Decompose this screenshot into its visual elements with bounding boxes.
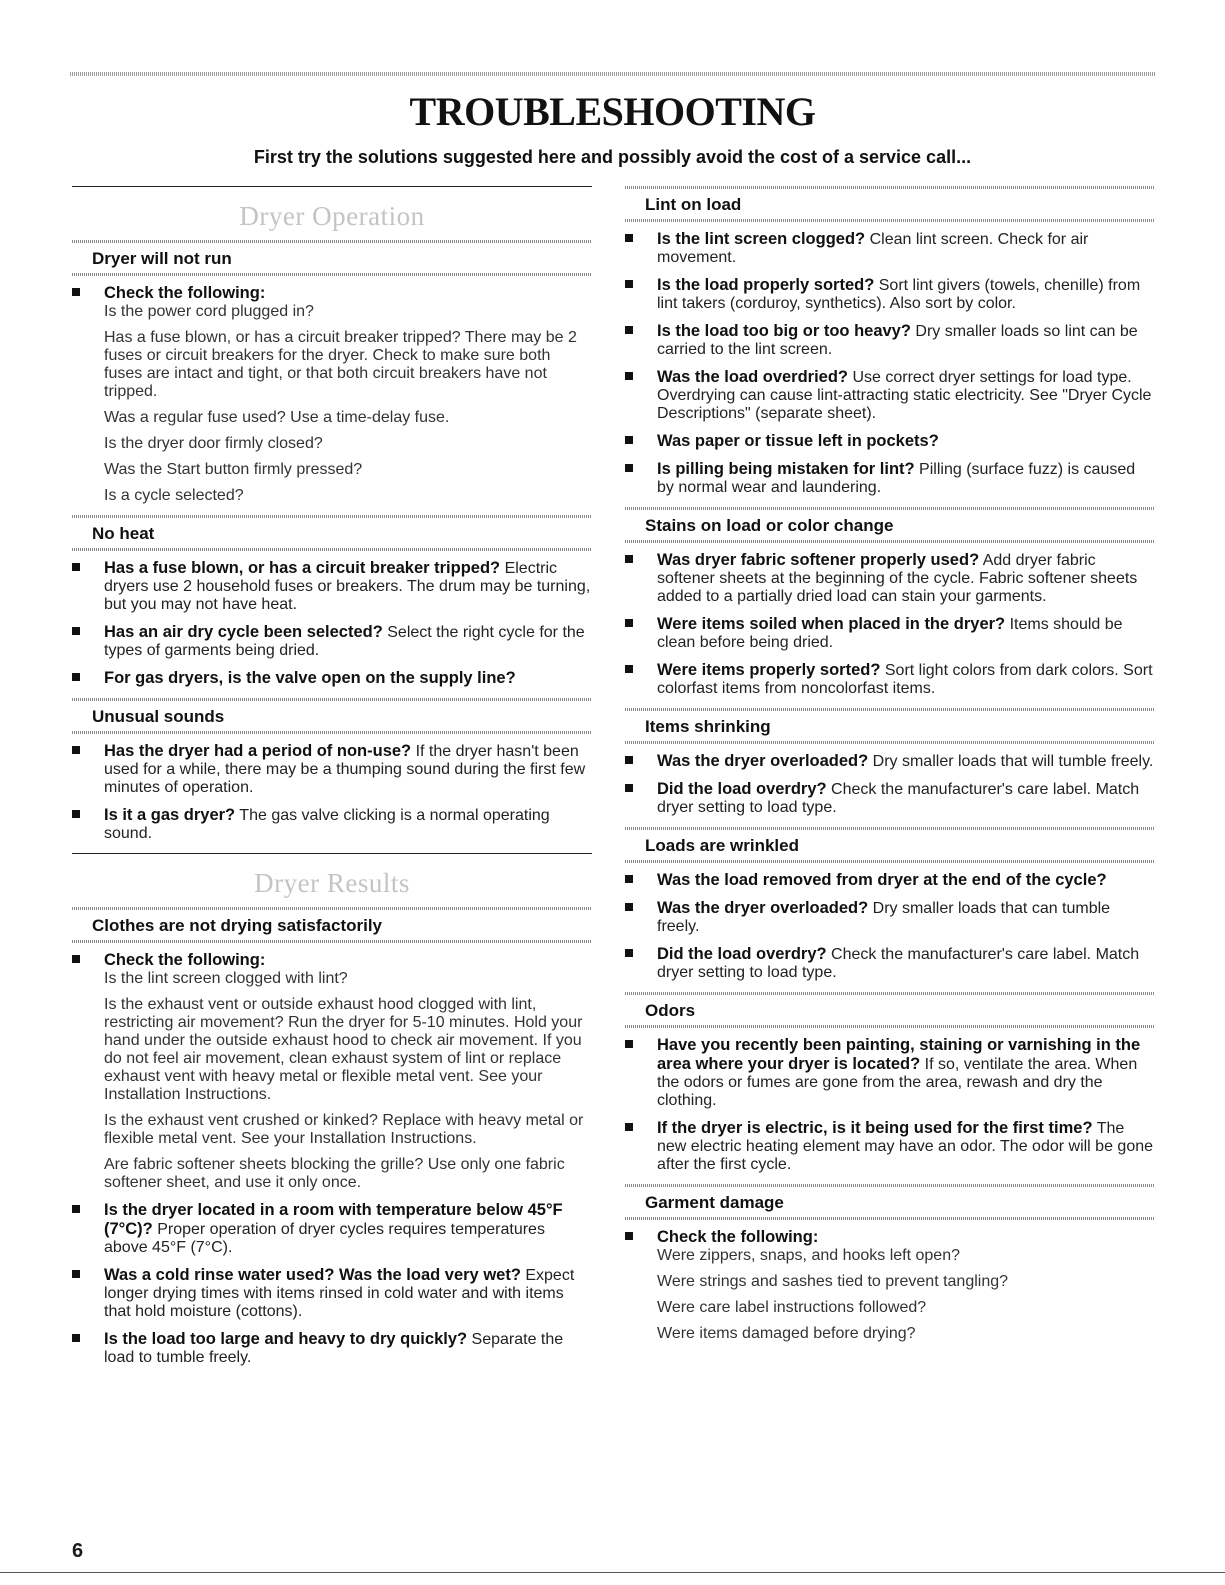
bullet-icon — [72, 288, 80, 296]
solution-text: Dry smaller loads that will tumble freely. — [868, 753, 1154, 770]
solution-list — [72, 951, 592, 1367]
solution-question: Was the dryer overloaded? — [657, 752, 869, 770]
troubleshoot-group — [625, 708, 1155, 817]
section-heading: Dryer Results — [254, 868, 410, 898]
solution-item — [72, 284, 592, 505]
solution-question: If the dryer is electric, is it being used for the first time? — [657, 1119, 1093, 1137]
bullet-icon — [625, 1232, 633, 1240]
solution-item — [625, 551, 1155, 606]
bullet-icon — [72, 1334, 80, 1342]
solution-text: Check the manufacturer's care label. Match dryer setting to load type. — [657, 946, 1140, 981]
bullet-icon — [625, 280, 633, 288]
dotted-rule — [625, 741, 1155, 744]
solution-item — [72, 1330, 592, 1367]
dotted-rule — [625, 540, 1155, 543]
dotted-rule — [72, 548, 592, 551]
solution-item — [72, 806, 592, 843]
solution-item — [625, 661, 1155, 698]
bullet-icon — [72, 1205, 80, 1213]
solution-item — [72, 1201, 592, 1257]
solution-item — [625, 1036, 1155, 1110]
check-line: Is the power cord plugged in? — [104, 303, 314, 320]
subhead-block — [625, 186, 1155, 222]
solution-text: Dry smaller loads that can tumble freely. — [657, 900, 1111, 935]
solution-item — [625, 460, 1155, 497]
solution-list — [625, 230, 1155, 497]
solution-item — [625, 752, 1155, 771]
bullet-icon — [625, 436, 633, 444]
solution-list — [72, 742, 592, 843]
bullet-icon — [72, 673, 80, 681]
solution-text: Dry smaller loads so lint can be carried to the lint screen. — [657, 323, 1138, 358]
bullet-icon — [72, 746, 80, 754]
solution-question: Was dryer fabric softener properly used? — [657, 551, 980, 569]
solution-question: For gas dryers, is the valve open on the supply line? — [104, 669, 516, 687]
solution-question: Was the dryer overloaded? — [657, 899, 869, 917]
bullet-icon — [625, 784, 633, 792]
bullet-icon — [625, 949, 633, 957]
solution-list — [625, 1228, 1155, 1343]
solution-text: Items should be clean before being dried. — [657, 616, 1123, 651]
solution-item — [625, 322, 1155, 359]
problem-heading: Items shrinking — [645, 717, 771, 736]
bullet-icon — [72, 955, 80, 963]
solution-item — [625, 1119, 1155, 1174]
solution-text: Select the right cycle for the types of garments being dried. — [104, 624, 585, 659]
solution-question: Was the load overdried? — [657, 368, 849, 386]
dotted-rule — [625, 1217, 1155, 1220]
solution-text: Use correct dryer settings for load type. Overdrying can cause lint-attracting static electricity. See "Dryer Cycle Descriptions" (separate sheet). — [657, 369, 1152, 422]
solution-text: If so, ventilate the area. When the odors or fumes are gone from the area, rewash and dry the clothing. — [657, 1056, 1138, 1109]
left-column — [72, 186, 592, 1377]
page-subtitle: First try the solutions suggested here and possibly avoid the cost of a service call... — [253, 147, 972, 167]
dotted-rule — [625, 860, 1155, 863]
bullet-icon — [72, 563, 80, 571]
solution-item — [625, 899, 1155, 936]
bullet-icon — [625, 372, 633, 380]
bullet-icon — [625, 875, 633, 883]
section-rule — [72, 186, 592, 187]
solution-question: Were items soiled when placed in the dryer? — [657, 615, 1006, 633]
troubleshoot-group — [625, 1184, 1155, 1343]
solution-question: Is the load too big or too heavy? — [657, 322, 911, 340]
solution-text: If the dryer hasn't been used for a while, there may be a thumping sound during the first few minutes of operation. — [104, 743, 586, 796]
solution-question: Is the load too large and heavy to dry quickly? — [104, 1330, 468, 1348]
check-line: Were items damaged before drying? — [657, 1325, 916, 1342]
solution-question: Has a fuse blown, or has a circuit breaker tripped? — [104, 559, 501, 577]
bullet-icon — [625, 326, 633, 334]
bottom-rule — [0, 1572, 1225, 1573]
solution-text: Add dryer fabric softener sheets at the beginning of the cycle. Fabric softener sheets added to a partially dried load can stain your garments. — [657, 552, 1138, 605]
bullet-icon — [72, 810, 80, 818]
problem-heading: Garment damage — [645, 1193, 784, 1212]
solution-question: Were items properly sorted? — [657, 661, 881, 679]
troubleshoot-group — [72, 698, 592, 843]
bullet-icon — [625, 903, 633, 911]
dotted-rule — [72, 731, 592, 734]
subhead-block — [72, 515, 592, 551]
solution-text: The gas valve clicking is a normal operating sound. — [104, 807, 550, 842]
troubleshoot-group — [625, 827, 1155, 982]
subhead-block — [625, 992, 1155, 1028]
troubleshoot-group — [625, 992, 1155, 1174]
solution-item — [72, 669, 592, 688]
subhead-block — [625, 827, 1155, 863]
solution-question: Check the following: — [657, 1228, 819, 1246]
solution-text: The new electric heating element may have an odor. The odor will be gone after the first cycle. — [657, 1120, 1154, 1173]
section-heading: Dryer Operation — [239, 201, 425, 231]
check-line: Is the exhaust vent crushed or kinked? Replace with heavy metal or flexible metal vent. See your Installation Instructions. — [104, 1112, 584, 1147]
bullet-icon — [625, 1123, 633, 1131]
troubleshoot-group — [72, 240, 592, 505]
solution-question: Was the load removed from dryer at the end of the cycle? — [657, 871, 1107, 889]
solution-item — [625, 368, 1155, 423]
problem-heading: Lint on load — [645, 195, 742, 214]
solution-question: Is the dryer located in a room with temperature below 45°F (7°C)? — [104, 1201, 563, 1238]
subhead-block — [72, 698, 592, 734]
problem-heading: Loads are wrinkled — [645, 836, 799, 855]
bullet-icon — [625, 756, 633, 764]
section-rule — [72, 853, 592, 854]
subhead-block — [625, 1184, 1155, 1220]
bullet-icon — [72, 1270, 80, 1278]
solution-text: Separate the load to tumble freely. — [104, 1331, 564, 1366]
check-line: Are fabric softener sheets blocking the grille? Use only one fabric softener sheet, and use it only once. — [104, 1156, 565, 1191]
dotted-rule — [625, 1025, 1155, 1028]
solution-question: Did the load overdry? — [657, 780, 827, 798]
bullet-icon — [625, 665, 633, 673]
right-column — [625, 186, 1155, 1353]
solution-item — [72, 1266, 592, 1321]
solution-text: Proper operation of dryer cycles requires temperatures above 45°F (7°C). — [104, 1221, 545, 1256]
check-line: Were zippers, snaps, and hooks left open? — [657, 1247, 960, 1264]
check-line: Were care label instructions followed? — [657, 1299, 927, 1316]
solution-text: Sort lint givers (towels, chenille) from lint takers (corduroy, synthetics). Also sort by color. — [657, 277, 1141, 312]
solution-question: Is it a gas dryer? — [104, 806, 236, 824]
solution-text: Clean lint screen. Check for air movement. — [657, 231, 1089, 266]
solution-list — [72, 559, 592, 688]
solution-question: Did the load overdry? — [657, 945, 827, 963]
solution-list — [625, 871, 1155, 982]
solution-item — [625, 276, 1155, 313]
troubleshoot-group — [72, 515, 592, 688]
check-line: Was the Start button firmly pressed? — [104, 461, 363, 478]
problem-heading: No heat — [92, 524, 155, 543]
solution-list — [625, 1036, 1155, 1174]
solution-item — [625, 945, 1155, 982]
solution-text: Sort light colors from dark colors. Sort colorfast items from noncolorfast items. — [657, 662, 1153, 697]
solution-list — [625, 551, 1155, 698]
solution-question: Have you recently been painting, staining or varnishing in the area where your dryer is located? — [657, 1036, 1141, 1073]
solution-question: Is the lint screen clogged? — [657, 230, 866, 248]
solution-text: Electric dryers use 2 household fuses or breakers. The drum may be turning, but you may not have heat. — [104, 560, 591, 613]
solution-item — [625, 432, 1155, 451]
solution-item — [625, 230, 1155, 267]
solution-item — [625, 871, 1155, 890]
solution-text: Expect longer drying times with items rinsed in cold water and with items that hold moisture (cottons). — [104, 1267, 575, 1320]
problem-heading: Unusual sounds — [92, 707, 225, 726]
check-line: Is a cycle selected? — [104, 487, 244, 504]
page-title: TROUBLESHOOTING — [409, 89, 816, 134]
problem-heading: Dryer will not run — [92, 249, 232, 268]
solution-question: Is pilling being mistaken for lint? — [657, 460, 915, 478]
solution-item — [625, 780, 1155, 817]
solution-list — [625, 752, 1155, 817]
solution-list — [72, 284, 592, 505]
solution-question: Check the following: — [104, 284, 266, 302]
check-line: Was a regular fuse used? Use a time-delay fuse. — [104, 409, 450, 426]
bullet-icon — [72, 627, 80, 635]
solution-question: Was a cold rinse water used? Was the load very wet? — [104, 1266, 521, 1284]
solution-question: Check the following: — [104, 951, 266, 969]
check-line: Is the exhaust vent or outside exhaust hood clogged with lint, restricting air movement? Run the dryer for 5-10 minutes. Hold your hand under the outside exhaust hood to check air movement. If you do not feel air movement, clean exhaust system of lint or replace exhaust vent with heavy metal or flexible metal vent. See your Installation Instructions. — [104, 996, 583, 1103]
solution-question: Has an air dry cycle been selected? — [104, 623, 383, 641]
problem-heading: Odors — [645, 1001, 696, 1020]
solution-item — [72, 951, 592, 1192]
subhead-block — [72, 240, 592, 276]
dotted-rule — [72, 273, 592, 276]
bullet-icon — [625, 234, 633, 242]
solution-item — [625, 1228, 1155, 1343]
subhead-block — [72, 907, 592, 943]
check-line: Is the lint screen clogged with lint? — [104, 970, 348, 987]
top-dotted-rule — [70, 72, 1155, 76]
troubleshoot-group — [72, 907, 592, 1367]
solution-question: Was paper or tissue left in pockets? — [657, 432, 939, 450]
solution-item — [625, 615, 1155, 652]
solution-item — [72, 623, 592, 660]
problem-heading: Stains on load or color change — [645, 516, 894, 535]
dotted-rule — [625, 219, 1155, 222]
troubleshoot-group — [625, 507, 1155, 698]
check-line: Were strings and sashes tied to prevent tangling? — [657, 1273, 1009, 1290]
bullet-icon — [625, 1040, 633, 1048]
bullet-icon — [625, 464, 633, 472]
page-number: 6 — [72, 1540, 84, 1562]
solution-item — [72, 742, 592, 797]
bullet-icon — [625, 555, 633, 563]
solution-text: Check the manufacturer's care label. Match dryer setting to load type. — [657, 781, 1140, 816]
solution-text: Pilling (surface fuzz) is caused by normal wear and laundering. — [657, 461, 1136, 496]
dotted-rule — [72, 940, 592, 943]
problem-heading: Clothes are not drying satisfactorily — [92, 916, 383, 935]
solution-question: Has the dryer had a period of non-use? — [104, 742, 412, 760]
subhead-block — [625, 507, 1155, 543]
troubleshoot-group — [625, 186, 1155, 497]
bullet-icon — [625, 619, 633, 627]
subhead-block — [625, 708, 1155, 744]
solution-question: Is the load properly sorted? — [657, 276, 875, 294]
check-line: Has a fuse blown, or has a circuit breaker tripped? There may be 2 fuses or circuit breakers for the dryer. Check to make sure both fuses are intact and tight, or that both circuit breakers have not tripped. — [104, 329, 577, 400]
check-line: Is the dryer door firmly closed? — [104, 435, 323, 452]
solution-item — [72, 559, 592, 614]
